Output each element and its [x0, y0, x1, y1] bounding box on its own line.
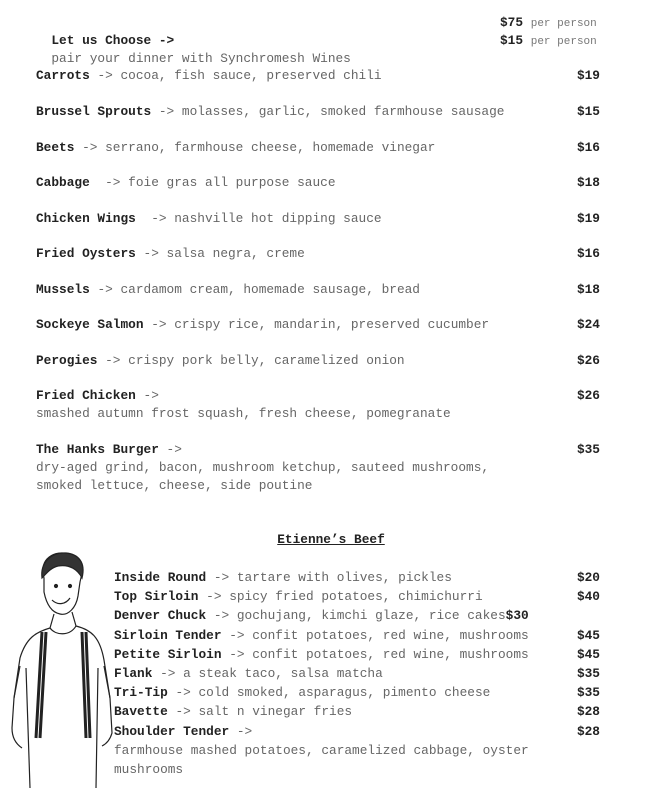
pairing-unit: per person: [530, 36, 597, 48]
beef-item: [114, 568, 600, 587]
beef-item-description: -> tartare with olives, pickles: [206, 570, 452, 585]
item-description: -> crispy pork belly, caramelized onion: [97, 353, 405, 368]
beef-item-description: -> a steak taco, salsa matcha: [152, 666, 383, 681]
item-name: Fried Chicken: [36, 388, 136, 403]
tasting-title: Let us Choose ->: [51, 33, 175, 48]
menu-item: [36, 387, 600, 423]
beef-item-price: $28: [576, 723, 600, 739]
beef-item-name: Tri-Tip: [114, 685, 168, 701]
menu-item: [36, 281, 600, 299]
beef-item: [114, 626, 600, 645]
item-description: -> cocoa, fish sauce, preserved chili: [89, 68, 382, 83]
item-name: Fried Oysters: [36, 246, 136, 261]
item-description: -> salsa negra, creme: [135, 246, 305, 261]
menu-item: [36, 103, 600, 121]
item-name: Brussel Sprouts: [36, 104, 152, 119]
beef-item-name: Sirloin Tender: [114, 627, 222, 643]
menu-item: [36, 441, 600, 495]
beef-item-description: -> confit potatoes, red wine, mushrooms: [221, 646, 529, 662]
item-description: -> crispy rice, mandarin, preserved cucumber: [143, 317, 490, 332]
beef-section-title: Etienne’s Beef: [277, 532, 385, 547]
item-name: Chicken Wings: [36, 211, 136, 226]
beef-item: [114, 702, 600, 721]
item-name: Sockeye Salmon: [36, 317, 144, 332]
item-name: The Hanks Burger: [36, 442, 159, 457]
item-price: $19: [576, 68, 600, 83]
beef-item: [114, 587, 600, 606]
menu-item: [36, 139, 600, 157]
item-description: -> dry-aged grind, bacon, mushroom ketchup, sauteed mushrooms, smoked lettuce, cheese, side poutine: [36, 442, 490, 493]
item-name: Carrots: [36, 68, 90, 83]
beef-item: [114, 722, 600, 780]
beef-item-price: $35: [576, 685, 600, 701]
beef-item-name: Petite Sirloin: [114, 646, 222, 662]
item-name: Beets: [36, 140, 75, 155]
beef-item-name: Top Sirloin: [114, 589, 199, 605]
item-price: $18: [576, 175, 600, 190]
item-description: -> molasses, garlic, smoked farmhouse sausage: [151, 104, 505, 119]
beef-item-description: -> farmhouse mashed potatoes, caramelized cabbage, oyster mushrooms: [114, 723, 529, 777]
beef-item-price: $45: [576, 646, 600, 662]
item-price: $18: [576, 282, 600, 297]
beef-item-name: Shoulder Tender: [114, 723, 230, 739]
menu-item: [36, 316, 600, 334]
tasting-unit: per person: [530, 18, 597, 30]
pairing-price: $15: [500, 33, 524, 48]
beef-item-description: -> gochujang, kimchi glaze, rice cakes: [206, 608, 506, 624]
menu-item: [36, 245, 600, 263]
menu-item: [36, 352, 600, 370]
item-name: Perogies: [36, 353, 98, 368]
chef-illustration: [6, 548, 118, 788]
beef-item-price: $45: [576, 627, 600, 643]
item-description: -> foie gras all purpose sauce: [89, 175, 336, 190]
beef-item: [114, 606, 600, 625]
beef-item-description: -> salt n vinegar fries: [167, 704, 353, 720]
beef-item-price: $28: [576, 704, 600, 720]
beef-item-description: -> confit potatoes, red wine, mushrooms: [221, 627, 529, 643]
item-description: -> cardamom cream, homemade sausage, bread: [89, 282, 420, 297]
item-price: $16: [576, 246, 600, 261]
item-price: $16: [576, 140, 600, 155]
beef-item-name: Bavette: [114, 704, 168, 720]
beef-item-name: Flank: [114, 666, 153, 681]
wine-pairing-text: pair your dinner with Synchromesh Wines: [51, 51, 351, 66]
item-price: $19: [576, 211, 600, 226]
item-description: -> serrano, farmhouse cheese, homemade vinegar: [74, 140, 436, 155]
beef-item-name: Inside Round: [114, 570, 207, 585]
item-price: $35: [576, 442, 600, 457]
beef-item: [114, 645, 600, 664]
menu-item: [36, 210, 600, 228]
beef-item-description: -> cold smoked, asparagus, pimento cheese: [167, 685, 491, 701]
tasting-price: $75: [500, 15, 524, 30]
item-price: $26: [576, 353, 600, 368]
item-name: Cabbage: [36, 175, 90, 190]
item-price: $26: [576, 388, 600, 403]
beef-item-price: $20: [576, 570, 600, 585]
menu-item: [36, 67, 600, 85]
item-price: $15: [576, 104, 600, 119]
beef-item-description: -> spicy fried potatoes, chimichurri: [198, 589, 483, 605]
beef-item: [114, 683, 600, 702]
item-price: $24: [576, 317, 600, 332]
item-description: -> smashed autumn frost squash, fresh cheese, pomegranate: [36, 388, 451, 421]
beef-item-name: Denver Chuck: [114, 608, 207, 624]
item-description: -> nashville hot dipping sauce: [135, 211, 382, 226]
menu-item: [36, 174, 600, 192]
beef-item-price: $35: [576, 666, 600, 681]
beef-item-price: $40: [576, 589, 600, 605]
beef-item: [114, 664, 600, 683]
item-name: Mussels: [36, 282, 90, 297]
beef-item-price: $30: [505, 608, 529, 624]
